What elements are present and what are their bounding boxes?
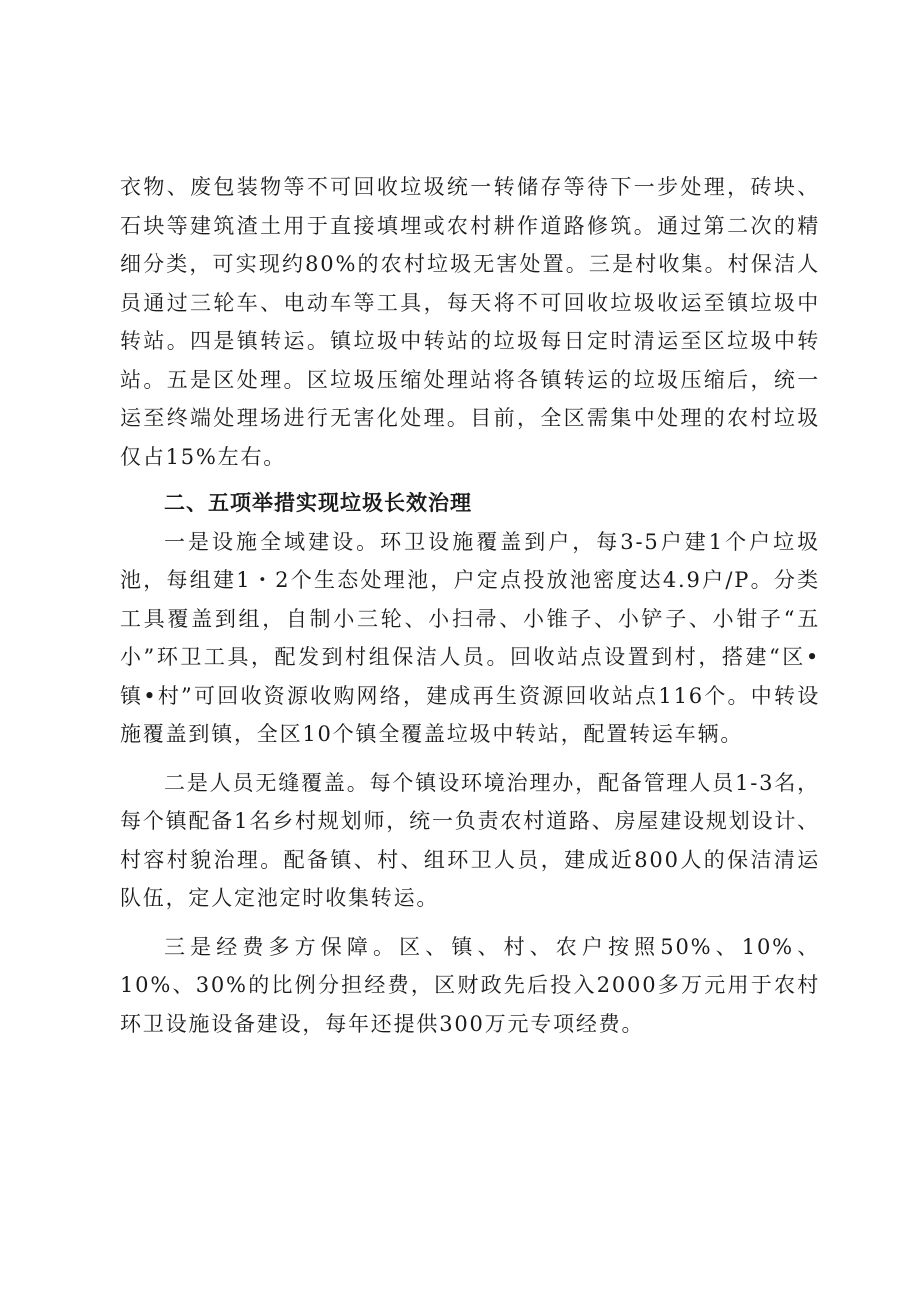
paragraph-personnel: 二是人员无缝覆盖。每个镇设环境治理办，配备管理人员1-3名，每个镇配备1名乡村规划师，统一负责农村道路、房屋建设规划设计、村容村貌治理。配备镇、村、组环卫人员，建成近800人的保洁清运队伍，定人定池定时收集转运。	[120, 770, 820, 910]
section-heading: 二、五项举措实现垃圾长效治理	[164, 491, 472, 515]
document-body	[120, 168, 820, 1043]
paragraph-continuation: 衣物、废包装物等不可回收垃圾统一转储存等待下一步处理，砖块、石块等建筑渣土用于直接填埋或农村耕作道路修筑。通过第二次的精细分类，可实现约80%的农村垃圾无害处置。三是村收集。村保洁人员通过三轮车、电动车等工具，每天将不可回收垃圾收运至镇垃圾中转站。四是镇转运。镇垃圾中转站的垃圾每日定时清运至区垃圾中转站。五是区处理。区垃圾压缩处理站将各镇转运的垃圾压缩后，统一运至终端处理场进行无害化处理。目前，全区需集中处理的农村垃圾仅占15%左右。	[120, 175, 820, 469]
paragraph-facilities: 一是设施全域建设。环卫设施覆盖到户，每3-5户建1个户垃圾池，每组建1・2个生态处理池，户定点投放池密度达4.9户/P。分类工具覆盖到组，自制小三轮、小扫帚、小锥子、小铲子、小钳子“五小”环卫工具，配发到村组保洁人员。回收站点设置到村，搭建“区•镇•村”可回收资源收购网络，建成再生资源回收站点116个。中转设施覆盖到镇，全区10个镇全覆盖垃圾中转站，配置转运车辆。	[120, 529, 820, 746]
paragraph-funding: 三是经费多方保障。区、镇、村、农户按照50%、10%、10%、30%的比例分担经费，区财政先后投入2000多万元用于农村环卫设施设备建设，每年还提供300万元专项经费。	[120, 934, 820, 1036]
